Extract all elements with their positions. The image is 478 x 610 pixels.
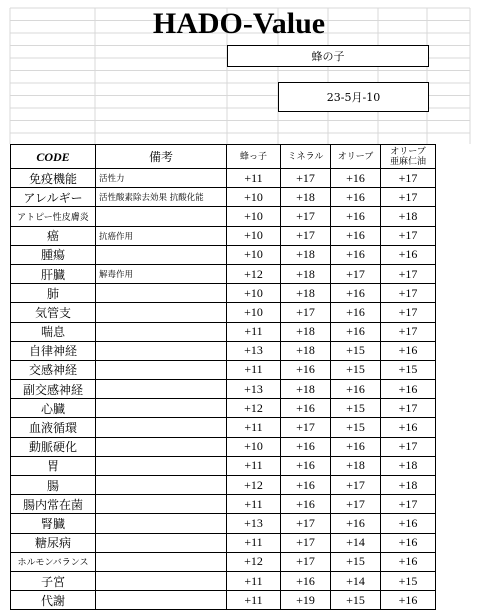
value-cell[interactable]: +17 <box>381 169 436 188</box>
value-cell[interactable]: +15 <box>331 552 381 571</box>
value-cell[interactable]: +10 <box>227 437 281 456</box>
value-cell[interactable]: +17 <box>281 533 331 552</box>
note-cell[interactable] <box>96 591 227 610</box>
code-cell[interactable]: 動脈硬化 <box>11 437 96 456</box>
value-cell[interactable]: +19 <box>281 591 331 610</box>
value-cell[interactable]: +16 <box>331 188 381 207</box>
value-cell[interactable]: +15 <box>331 341 381 360</box>
note-cell[interactable] <box>96 476 227 495</box>
value-cell[interactable]: +12 <box>227 399 281 418</box>
value-cell[interactable]: +16 <box>331 245 381 264</box>
table-row <box>11 264 436 283</box>
value-cell[interactable]: +16 <box>331 322 381 341</box>
col-header-mineral: ミネラル <box>281 145 331 169</box>
value-cell[interactable]: +16 <box>381 591 436 610</box>
value-cell[interactable]: +10 <box>227 188 281 207</box>
value-cell[interactable]: +17 <box>381 399 436 418</box>
table-row <box>11 226 436 245</box>
code-cell[interactable]: 交感神経 <box>11 360 96 379</box>
value-cell[interactable]: +16 <box>281 456 331 475</box>
value-cell[interactable]: +14 <box>331 571 381 590</box>
code-cell[interactable]: 腸 <box>11 476 96 495</box>
value-cell[interactable]: +15 <box>331 399 381 418</box>
value-cell[interactable]: +11 <box>227 418 281 437</box>
value-cell[interactable]: +11 <box>227 533 281 552</box>
value-cell[interactable]: +16 <box>381 552 436 571</box>
table-row <box>11 552 436 571</box>
value-cell[interactable]: +18 <box>281 341 331 360</box>
value-cell[interactable]: +18 <box>281 245 331 264</box>
value-cell[interactable]: +16 <box>331 169 381 188</box>
value-cell[interactable]: +17 <box>381 188 436 207</box>
note-cell[interactable] <box>96 533 227 552</box>
note-cell[interactable] <box>96 495 227 514</box>
value-cell[interactable]: +16 <box>331 303 381 322</box>
value-cell[interactable]: +17 <box>381 264 436 283</box>
note-cell[interactable] <box>96 341 227 360</box>
hado-value-table <box>10 144 436 610</box>
value-cell[interactable]: +12 <box>227 476 281 495</box>
value-cell[interactable]: +11 <box>227 456 281 475</box>
table-row <box>11 341 436 360</box>
table-row <box>11 169 436 188</box>
value-cell[interactable]: +15 <box>331 591 381 610</box>
code-cell[interactable]: 気管支 <box>11 303 96 322</box>
code-cell[interactable]: ホルモンバランス <box>11 552 96 571</box>
value-cell[interactable]: +15 <box>381 571 436 590</box>
value-cell[interactable]: +17 <box>381 322 436 341</box>
table-row <box>11 533 436 552</box>
value-cell[interactable]: +16 <box>281 360 331 379</box>
note-header: 備考 <box>96 145 227 169</box>
code-cell[interactable]: 腎臓 <box>11 514 96 533</box>
value-cell[interactable]: +16 <box>331 226 381 245</box>
value-cell[interactable]: +18 <box>281 322 331 341</box>
value-cell[interactable]: +16 <box>381 245 436 264</box>
value-cell[interactable]: +16 <box>281 571 331 590</box>
table-row <box>11 303 436 322</box>
table-row <box>11 514 436 533</box>
page-title: HADO-Value <box>152 7 326 40</box>
table-row <box>11 476 436 495</box>
value-cell[interactable]: +17 <box>281 418 331 437</box>
value-cell[interactable]: +16 <box>281 399 331 418</box>
date-cell[interactable]: 23-5月-10 <box>278 82 429 112</box>
note-cell[interactable]: 活性酸素除去効果 抗酸化能 <box>96 188 227 207</box>
value-cell[interactable]: +16 <box>381 341 436 360</box>
col-header-olive: オリーブ <box>331 145 381 169</box>
code-cell[interactable]: 血液循環 <box>11 418 96 437</box>
value-cell[interactable]: +17 <box>381 226 436 245</box>
value-cell[interactable]: +18 <box>281 264 331 283</box>
table-row <box>11 207 436 226</box>
value-cell[interactable]: +17 <box>281 226 331 245</box>
value-cell[interactable]: +10 <box>227 226 281 245</box>
value-cell[interactable]: +15 <box>381 360 436 379</box>
note-cell[interactable] <box>96 303 227 322</box>
value-cell[interactable]: +11 <box>227 169 281 188</box>
value-cell[interactable]: +16 <box>281 495 331 514</box>
value-cell[interactable]: +18 <box>331 456 381 475</box>
value-cell[interactable]: +18 <box>381 476 436 495</box>
value-cell[interactable]: +15 <box>331 418 381 437</box>
note-cell[interactable] <box>96 322 227 341</box>
note-cell[interactable] <box>96 571 227 590</box>
header-row <box>11 145 436 169</box>
value-cell[interactable]: +10 <box>227 284 281 303</box>
value-cell[interactable]: +17 <box>281 552 331 571</box>
code-cell[interactable]: 胃 <box>11 456 96 475</box>
value-cell[interactable]: +10 <box>227 245 281 264</box>
value-cell[interactable]: +18 <box>381 456 436 475</box>
note-cell[interactable] <box>96 380 227 399</box>
note-cell[interactable] <box>96 418 227 437</box>
note-cell[interactable] <box>96 360 227 379</box>
code-cell[interactable]: 肝臓 <box>11 264 96 283</box>
table-row <box>11 360 436 379</box>
col-header-hachikko: 蜂っ子 <box>227 145 281 169</box>
value-cell[interactable]: +11 <box>227 571 281 590</box>
value-cell[interactable]: +16 <box>331 380 381 399</box>
table-row <box>11 284 436 303</box>
code-cell[interactable]: 代謝 <box>11 591 96 610</box>
value-cell[interactable]: +17 <box>281 514 331 533</box>
col-header-olive-linseed: オリーブ 亜麻仁油 <box>381 145 436 169</box>
code-cell[interactable]: 腸内常在菌 <box>11 495 96 514</box>
code-cell[interactable]: 糖尿病 <box>11 533 96 552</box>
note-cell[interactable]: 抗癌作用 <box>96 226 227 245</box>
note-cell[interactable] <box>96 437 227 456</box>
value-cell[interactable]: +17 <box>281 169 331 188</box>
value-cell[interactable]: +17 <box>381 495 436 514</box>
note-cell[interactable] <box>96 456 227 475</box>
value-cell[interactable]: +16 <box>331 514 381 533</box>
value-cell[interactable]: +16 <box>381 380 436 399</box>
value-cell[interactable]: +18 <box>281 188 331 207</box>
value-cell[interactable]: +11 <box>227 360 281 379</box>
code-cell[interactable]: 子宮 <box>11 571 96 590</box>
table-row <box>11 418 436 437</box>
code-cell[interactable]: 肺 <box>11 284 96 303</box>
value-cell[interactable]: +11 <box>227 495 281 514</box>
note-cell[interactable] <box>96 245 227 264</box>
value-cell[interactable]: +13 <box>227 341 281 360</box>
value-cell[interactable]: +11 <box>227 322 281 341</box>
value-cell[interactable]: +10 <box>227 207 281 226</box>
code-cell[interactable]: 喘息 <box>11 322 96 341</box>
code-cell[interactable]: アレルギー <box>11 188 96 207</box>
value-cell[interactable]: +16 <box>381 514 436 533</box>
code-cell[interactable]: 癌 <box>11 226 96 245</box>
value-cell[interactable]: +13 <box>227 380 281 399</box>
table-row <box>11 591 436 610</box>
value-cell[interactable]: +17 <box>381 303 436 322</box>
note-cell[interactable] <box>96 399 227 418</box>
table-row <box>11 322 436 341</box>
code-cell[interactable]: アトピー性皮膚炎 <box>11 207 96 226</box>
value-cell[interactable]: +17 <box>331 495 381 514</box>
note-cell[interactable]: 活性力 <box>96 169 227 188</box>
value-cell[interactable]: +17 <box>331 264 381 283</box>
note-cell[interactable] <box>96 284 227 303</box>
table-row <box>11 456 436 475</box>
table-row <box>11 495 436 514</box>
value-cell[interactable]: +17 <box>281 303 331 322</box>
value-cell[interactable]: +17 <box>331 476 381 495</box>
code-cell[interactable]: 自律神経 <box>11 341 96 360</box>
note-cell[interactable]: 解毒作用 <box>96 264 227 283</box>
table-row <box>11 571 436 590</box>
product-name-cell[interactable]: 蜂の子 <box>227 45 429 67</box>
value-cell[interactable]: +17 <box>381 284 436 303</box>
value-cell[interactable]: +12 <box>227 552 281 571</box>
value-cell[interactable]: +16 <box>331 207 381 226</box>
value-cell[interactable]: +12 <box>227 264 281 283</box>
value-cell[interactable]: +10 <box>227 303 281 322</box>
table-row <box>11 437 436 456</box>
code-header: CODE <box>11 145 96 169</box>
code-cell[interactable]: 副交感神経 <box>11 380 96 399</box>
value-cell[interactable]: +14 <box>331 533 381 552</box>
value-cell[interactable]: +16 <box>381 418 436 437</box>
table-row <box>11 188 436 207</box>
value-cell[interactable]: +16 <box>281 437 331 456</box>
value-cell[interactable]: +16 <box>381 533 436 552</box>
value-cell[interactable]: +11 <box>227 591 281 610</box>
code-cell[interactable]: 腫瘍 <box>11 245 96 264</box>
note-cell[interactable] <box>96 552 227 571</box>
code-cell[interactable]: 免疫機能 <box>11 169 96 188</box>
table-row <box>11 399 436 418</box>
value-cell[interactable]: +17 <box>281 207 331 226</box>
table-row <box>11 380 436 399</box>
value-cell[interactable]: +15 <box>331 360 381 379</box>
value-cell[interactable]: +18 <box>281 284 331 303</box>
code-cell[interactable]: 心臓 <box>11 399 96 418</box>
value-cell[interactable]: +17 <box>381 437 436 456</box>
note-cell[interactable] <box>96 207 227 226</box>
value-cell[interactable]: +18 <box>381 207 436 226</box>
note-cell[interactable] <box>96 514 227 533</box>
value-cell[interactable]: +16 <box>281 476 331 495</box>
value-cell[interactable]: +18 <box>281 380 331 399</box>
value-cell[interactable]: +13 <box>227 514 281 533</box>
value-cell[interactable]: +16 <box>331 284 381 303</box>
table-row <box>11 245 436 264</box>
value-cell[interactable]: +16 <box>331 437 381 456</box>
